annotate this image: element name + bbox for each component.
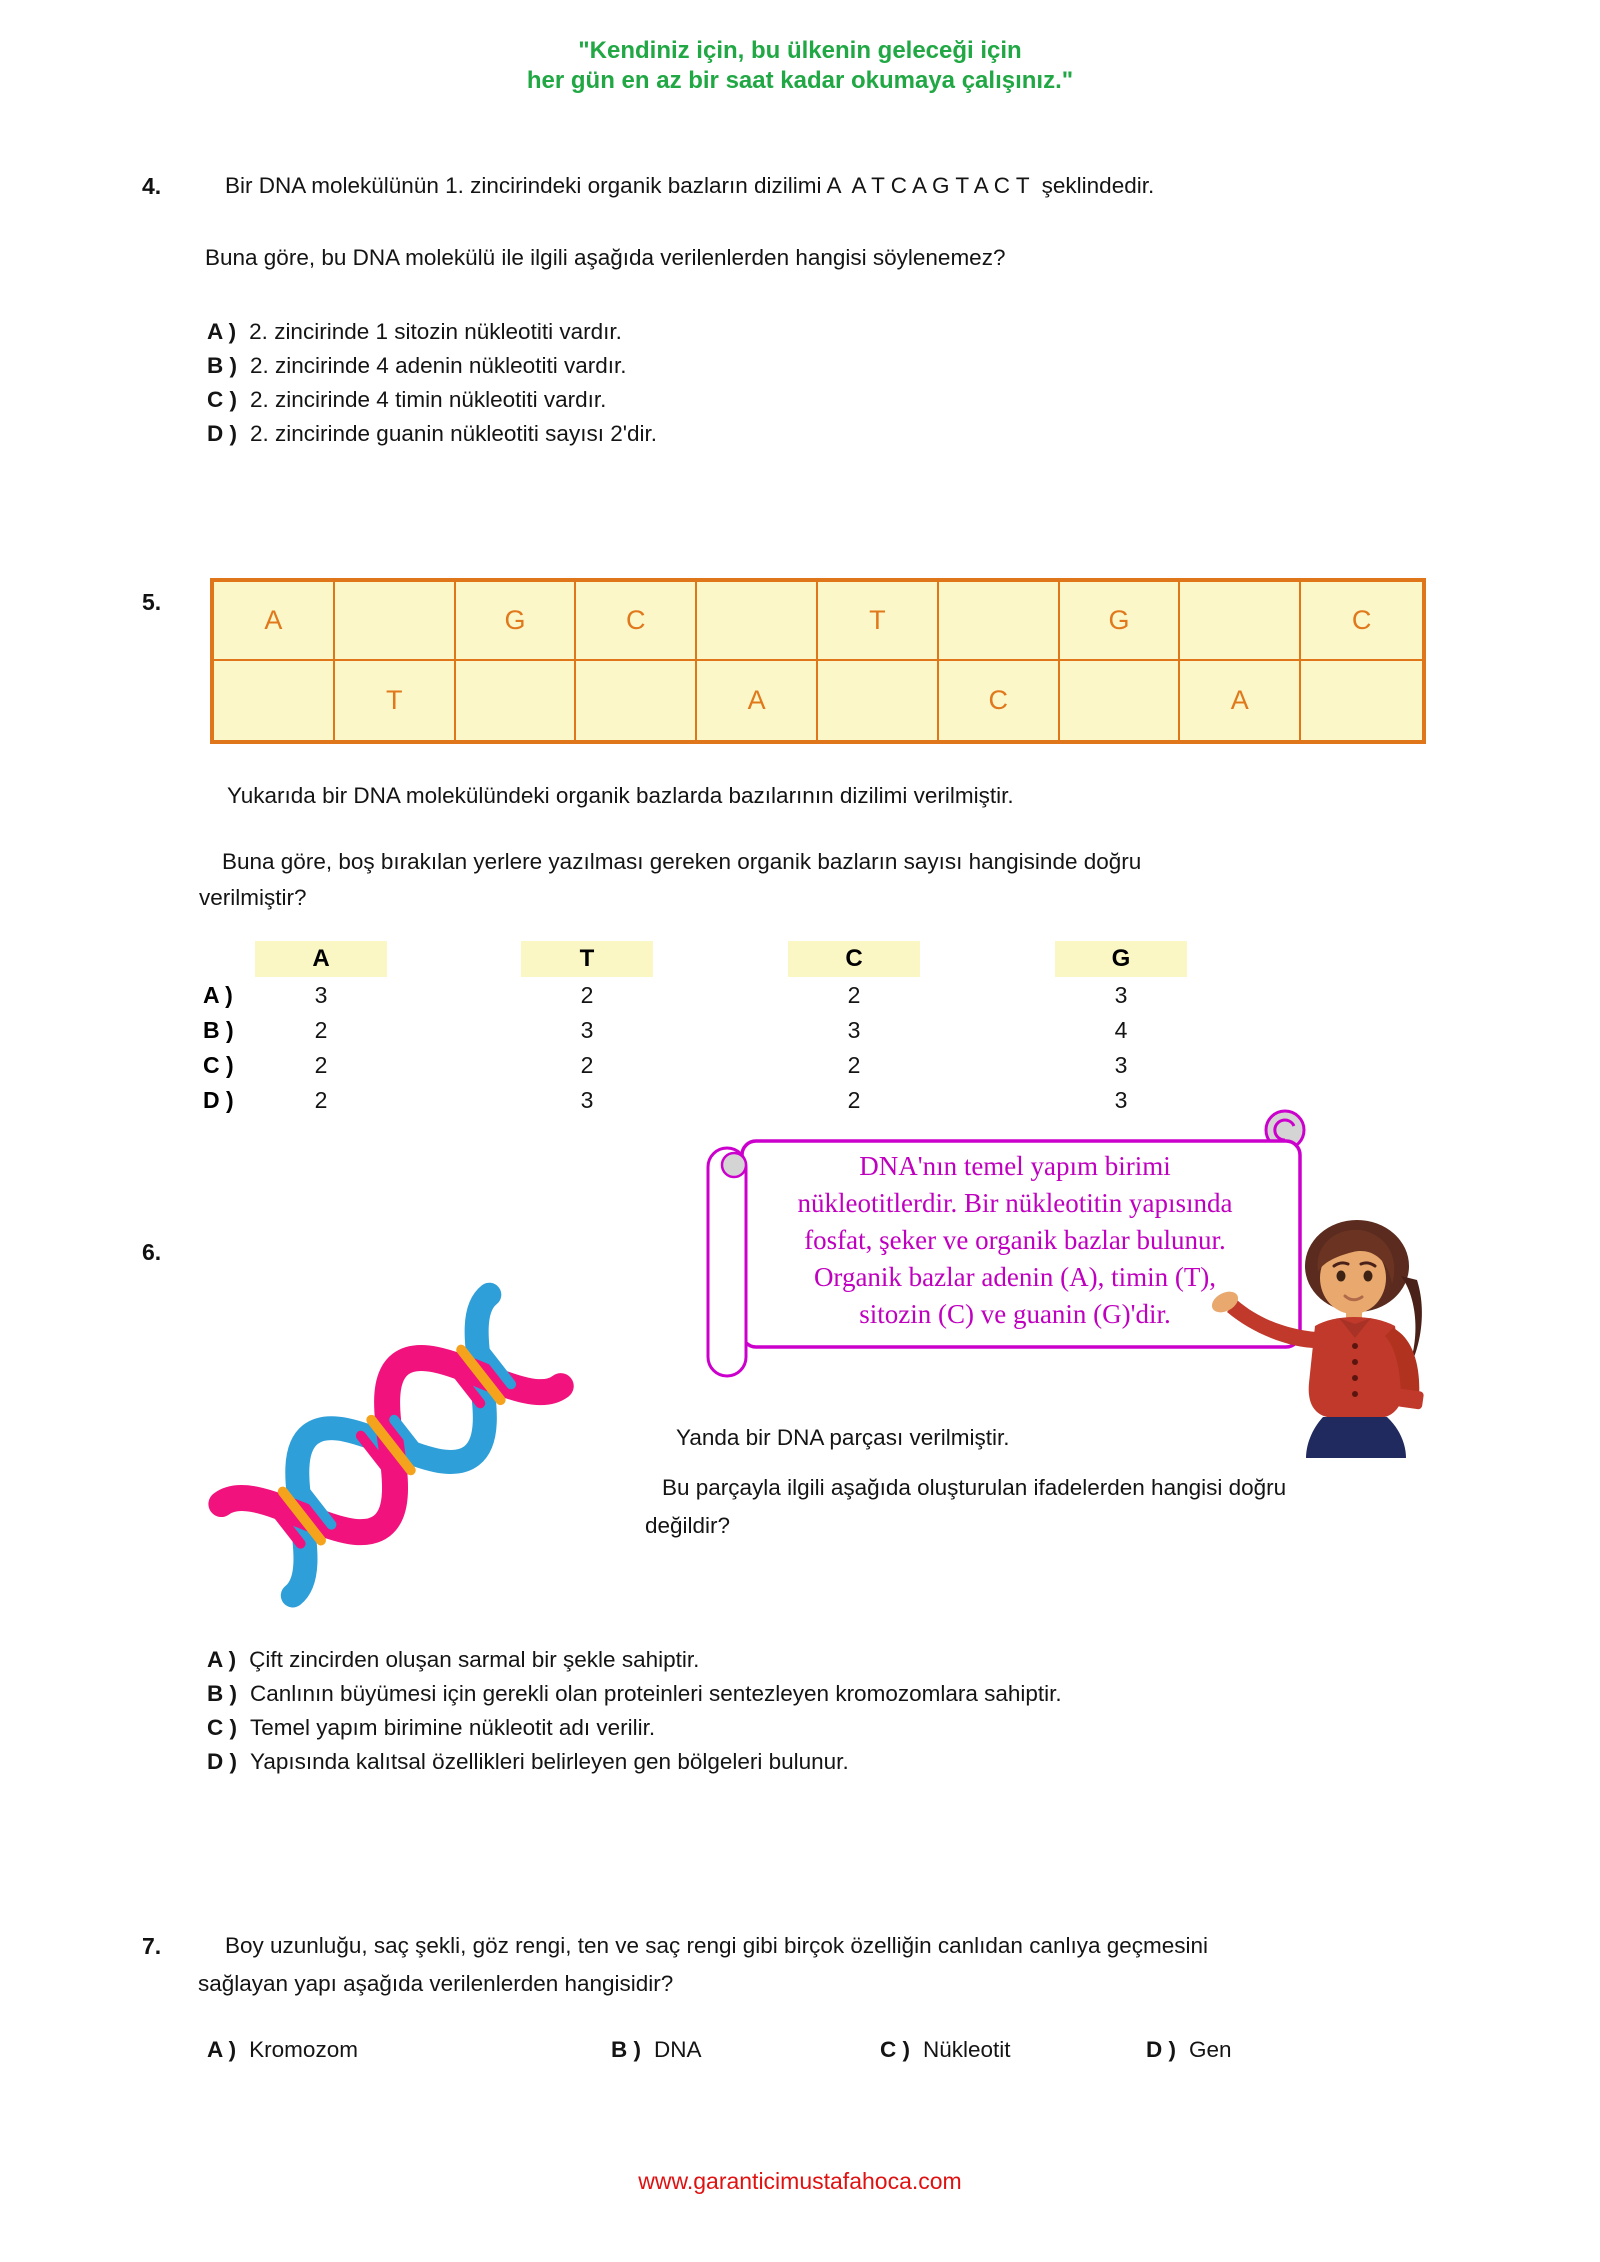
question-5-number: 5. [142,589,162,615]
q4-option-a [207,318,622,346]
q7-option-a-text: Kromozom [249,2037,358,2062]
header-quote-line1: "Kendiniz için, bu ülkenin geleceği için [578,37,1022,64]
dna-strand2-cell: A [1180,661,1301,740]
q6-option-c-label: C ) [207,1715,237,1740]
header-quote [0,36,1600,96]
q5-row-c-value: 3 [1114,1052,1128,1078]
q7-option-c-text: Nükleotit [923,2037,1011,2062]
question-6-prompt-line2: değildir? [645,1513,731,1538]
q5-row-b-value: 4 [1114,1017,1128,1043]
q5-row-d-value: 3 [580,1087,594,1113]
dna-base-table [210,578,1426,744]
dna-strand2-cell [456,661,577,740]
q4-option-d-label: D ) [207,421,237,446]
q5-row-d-value: 3 [1114,1087,1128,1113]
q6-option-a [207,1646,699,1674]
q6-option-c [207,1714,655,1742]
q5-row-b-value: 3 [847,1017,861,1043]
scroll-note-line: nükleotitlerdir. Bir nükleotitin yapısında [797,1188,1233,1218]
q7-option-d-label: D ) [1146,2037,1176,2062]
question-4-number: 4. [142,173,162,199]
header-quote-line2: her gün en az bir saat kadar okumaya çalışınız." [526,67,1074,94]
question-7-number: 7. [142,1933,162,1959]
q5-row-d-label: D ) [203,1087,234,1113]
question-7-text-line2: sağlayan yapı aşağıda verilenlerden hangisidir? [198,1971,674,1996]
question-5-prompt-line1: Buna göre, boş bırakılan yerlere yazılması gereken organik bazların sayısı hangisinde doğru [222,849,1142,874]
q7-option-d [1146,2036,1232,2064]
dna-strand2-cell: A [697,661,818,740]
question-4-text: Bir DNA molekülünün 1. zincirindeki organik bazların dizilimi A A T C A G T A C T şeklindedir. [225,173,1155,198]
question-6-caption: Yanda bir DNA parçası verilmiştir. [676,1425,1010,1450]
q7-option-c [880,2036,1011,2064]
q7-option-a [207,2036,358,2064]
q4-option-b-label: B ) [207,353,237,378]
dna-strand1-cell [335,582,456,661]
q6-option-d-text: Yapısında kalıtsal özellikleri belirleyen gen bölgeleri bulunur. [250,1749,849,1774]
question-4-prompt: Buna göre, bu DNA molekülü ile ilgili aşağıda verilenlerden hangisi söylenemez? [205,245,1006,270]
q6-option-c-text: Temel yapım birimine nükleotit adı verilir. [250,1715,656,1740]
dna-strand2-cell [576,661,697,740]
dna-strand2-cell: T [335,661,456,740]
dna-strand1-cell: C [576,582,697,661]
teacher-character-illustration [1205,1208,1475,1458]
q5-row-a-label: A ) [203,982,233,1008]
scroll-note-line: fosfat, şeker ve organik bazlar bulunur. [804,1225,1226,1255]
q5-row-c-value: 2 [314,1052,328,1078]
q7-option-a-label: A ) [207,2037,237,2062]
dna-strand2-cell [818,661,939,740]
question-7-text-line1: Boy uzunluğu, saç şekli, göz rengi, ten ve saç rengi gibi birçok özelliğin canlıdan canlıya geçmesini [225,1933,1209,1958]
q4-option-b-text: 2. zincirinde 4 adenin nükleotiti vardır. [250,353,627,378]
q4-option-c-label: C ) [207,387,237,412]
question-6-prompt-line1: Bu parçayla ilgili aşağıda oluşturulan ifadelerden hangisi doğru [662,1475,1287,1500]
q4-option-c [207,386,606,414]
question-5-caption: Yukarıda bir DNA molekülündeki organik bazlarda bazılarının dizilimi verilmiştir. [227,783,1014,808]
q6-option-b-label: B ) [207,1681,237,1706]
scroll-note-line: DNA'nın temel yapım birimi [859,1151,1171,1181]
q7-option-b-text: DNA [654,2037,702,2062]
q7-option-d-text: Gen [1189,2037,1232,2062]
q5-col-header-A: A [255,941,387,977]
q7-option-b-label: B ) [611,2037,641,2062]
question-6-number: 6. [142,1239,162,1265]
q5-row-a-value: 2 [580,982,594,1008]
q6-option-a-text: Çift zincirden oluşan sarmal bir şekle sahiptir. [249,1647,700,1672]
q4-option-d-text: 2. zincirinde guanin nükleotiti sayısı 2'dir. [250,421,658,446]
q5-row-b-label: B ) [203,1017,234,1043]
scroll-note-text [755,1148,1275,1333]
q5-row-c-value: 2 [847,1052,861,1078]
dna-strand1-cell: C [1301,582,1422,661]
dna-helix-illustration [205,1252,585,1632]
q5-row-b-value: 3 [580,1017,594,1043]
dna-strand2-cell [1301,661,1422,740]
q4-option-a-label: A ) [207,319,237,344]
dna-strand2-cell [214,661,335,740]
dna-strand1-cell [1180,582,1301,661]
dna-strand1-cell [939,582,1060,661]
q5-row-a-value: 3 [1114,982,1128,1008]
q4-option-d [207,420,657,448]
dna-strand1-cell [697,582,818,661]
q4-option-b [207,352,626,380]
q5-answer-grid [0,941,1600,1131]
q4-option-c-text: 2. zincirinde 4 timin nükleotiti vardır. [250,387,607,412]
q6-option-d [207,1748,849,1776]
scroll-note-line: Organik bazlar adenin (A), timin (T), [813,1262,1217,1292]
q6-option-a-label: A ) [207,1647,237,1672]
footer-url: www.garanticimustafahoca.com [638,2168,962,2194]
q5-col-header-C: C [788,941,920,977]
q4-option-a-text: 2. zincirinde 1 sitozin nükleotiti vardır. [249,319,622,344]
q5-row-c-label: C ) [203,1052,234,1078]
dna-strand2-cell: C [939,661,1060,740]
q5-row-a-value: 2 [847,982,861,1008]
dna-strand1-cell: A [214,582,335,661]
dna-strand1-cell: T [818,582,939,661]
q6-option-b [207,1680,1062,1708]
q5-col-header-T: T [521,941,653,977]
dna-strand1-cell: G [1060,582,1181,661]
q5-row-b-value: 2 [314,1017,328,1043]
scroll-note-line: sitozin (C) ve guanin (G)'dir. [859,1299,1171,1329]
q7-option-c-label: C ) [880,2037,910,2062]
question-5-prompt-line2: verilmiştir? [199,885,307,910]
q5-row-c-value: 2 [580,1052,594,1078]
q7-option-b [611,2036,702,2064]
q5-col-header-G: G [1055,941,1187,977]
q5-row-a-value: 3 [314,982,328,1008]
dna-strand1-cell: G [456,582,577,661]
q6-option-d-label: D ) [207,1749,237,1774]
dna-strand2-cell [1060,661,1181,740]
q5-row-d-value: 2 [314,1087,328,1113]
q6-option-b-text: Canlının büyümesi için gerekli olan proteinleri sentezleyen kromozomlara sahiptir. [250,1681,1062,1706]
q5-row-d-value: 2 [847,1087,861,1113]
